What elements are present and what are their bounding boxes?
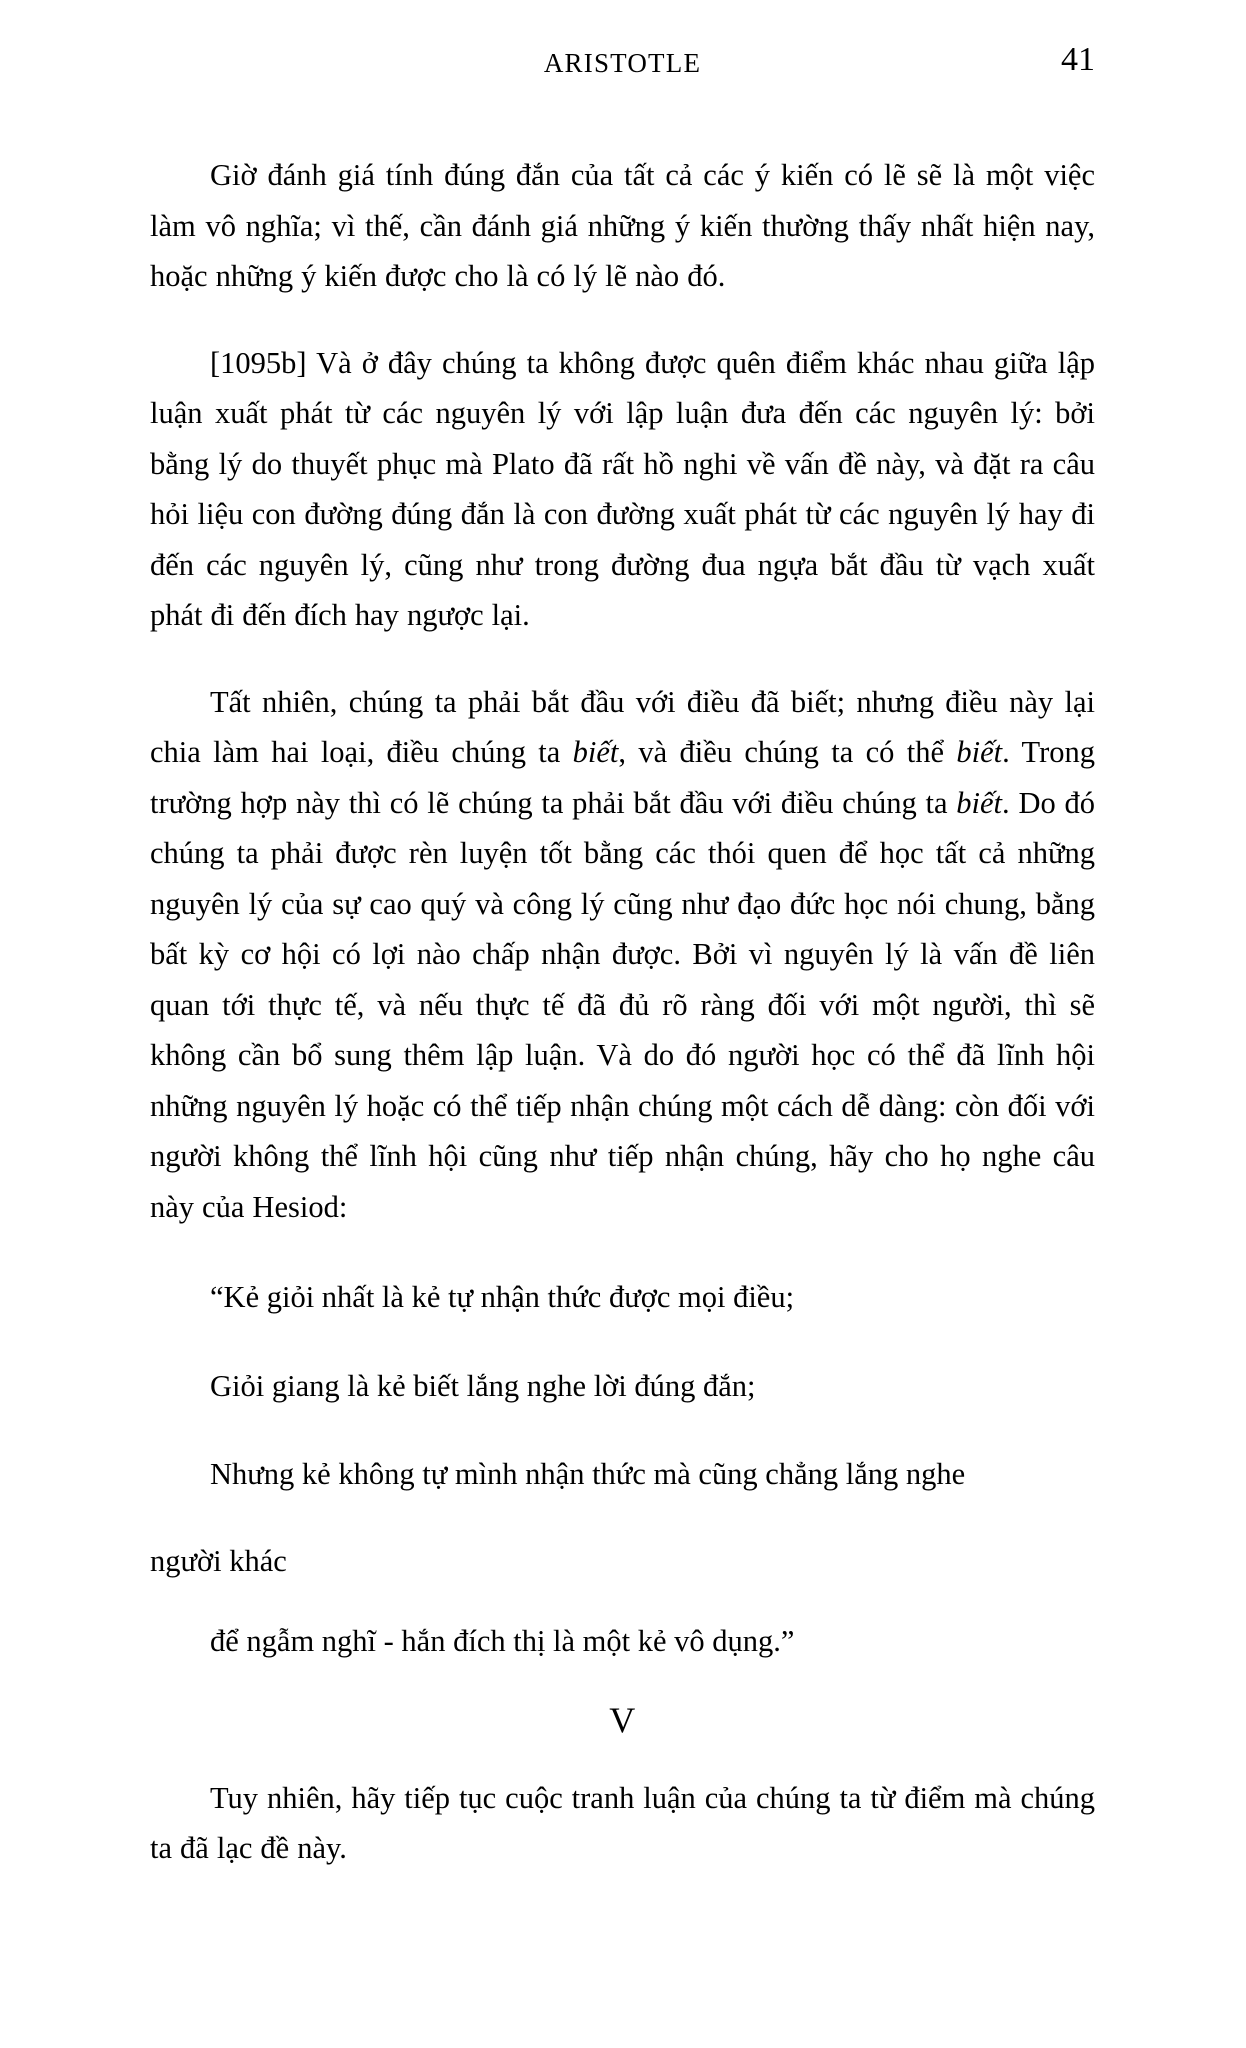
paragraph-3-segment-1: Tất nhiên, chúng ta phải bắt đầu với điều đã biết; nhưng điều này lại chia làm hai loại, điều chúng ta <box>150 684 1095 769</box>
body-paragraph-2: [1095b] Và ở đây chúng ta không được quên điểm khác nhau giữa lập luận xuất phát từ các nguyên lý với lập luận đưa đến các nguyên lý: bởi bằng lý do thuyết phục mà Plato đã rất hồ nghi về vấn đề này, và đặt ra câu hỏi liệu con đường đúng đắn là con đường xuất phát từ các nguyên lý hay đi đến các nguyên lý, cũng như trong đường đua ngựa bắt đầu từ vạch xuất phát đi đến đích hay ngược lại. <box>150 345 1095 632</box>
quotation-line-1: “Kẻ giỏi nhất là kẻ tự nhận thức được mọi điều; <box>210 1280 795 1314</box>
body-paragraph-1: Giờ đánh giá tính đúng đắn của tất cả các ý kiến có lẽ sẽ là một việc làm vô nghĩa; vì thế, cần đánh giá những ý kiến thường thấy nhất hiện nay, hoặc những ý kiến được cho là có lý lẽ nào đó. <box>150 158 1095 293</box>
quotation-line-2: Giỏi giang là kẻ biết lắng nghe lời đúng đắn; <box>210 1368 756 1403</box>
paragraph-3-segment-4: . Do đó chúng ta phải được rèn luyện tốt bằng các thói quen để học tất cả những nguyên lý của sự cao quý và công lý cũng như đạo đức học nói chung, bằng bất kỳ cơ hội có lợi nào chấp nhận được. Bởi vì nguyên lý là vấn đề liên quan tới thực tế, và nếu thực tế đã đủ rõ ràng đối với một người, thì sẽ không cần bổ sung thêm lập luận. Và do đó người học có thể đã lĩnh hội những nguyên lý hoặc có thể tiếp nhận chúng một cách dễ dàng: còn đối với người không thể lĩnh hội cũng như tiếp nhận chúng, hãy cho họ nghe câu này của Hesiod: <box>150 785 1095 1224</box>
running-head-title: ARISTOTLE <box>543 48 702 78</box>
body-text-block <box>150 150 1095 1874</box>
quotation-line-4: để ngẫm nghĩ - hắn đích thị là một kẻ vô dụng.” <box>210 1624 795 1658</box>
page-number: 41 <box>1061 41 1095 78</box>
running-head <box>150 41 1095 86</box>
paragraph-3-segment-2: , và điều chúng ta có thể <box>618 735 957 769</box>
quotation-line-3-runover: người khác <box>150 1543 287 1578</box>
section-numeral: V <box>609 1699 636 1740</box>
paragraph-3-italic-2: biết <box>956 735 1003 769</box>
paragraph-3-segment-3: . Trong trường hợp này thì có lẽ chúng ta phải bắt đầu với điều chúng ta <box>150 735 1095 820</box>
body-paragraph-3 <box>150 677 1095 1233</box>
paragraph-3-italic-3: biết <box>956 785 1003 820</box>
quotation-line-3: Nhưng kẻ không tự mình nhận thức mà cũng chẳng lắng nghe <box>210 1457 966 1491</box>
body-paragraph-4: Tuy nhiên, hãy tiếp tục cuộc tranh luận của chúng ta từ điểm mà chúng ta đã lạc đề này. <box>150 1780 1095 1865</box>
paragraph-3-italic-1: biết <box>572 735 619 769</box>
